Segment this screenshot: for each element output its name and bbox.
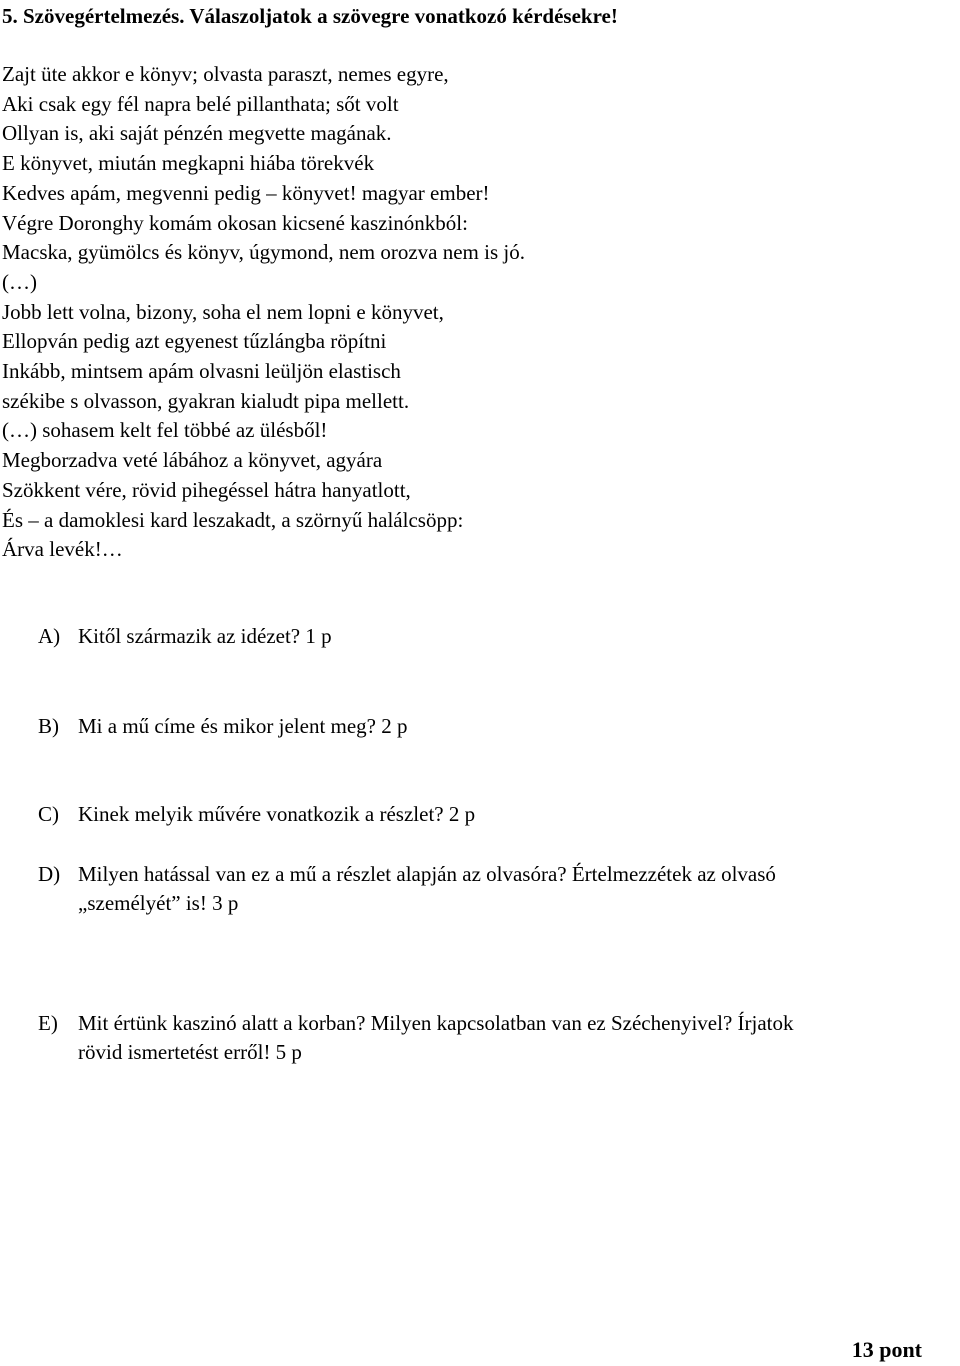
poem-line: Jobb lett volna, bizony, soha el nem lopni e könyvet, (2, 299, 444, 324)
poem-line: Ellopván pedig azt egyenest tűzlángba röpítni (2, 329, 387, 354)
total-points: 13 pont (851, 1337, 922, 1362)
poem-line: (…) (2, 269, 37, 294)
poem-line: székibe s olvasson, gyakran kialudt pipa mellett. (2, 388, 410, 413)
question-line: Kitől származik az idézet? 1 p (78, 624, 332, 648)
question-line: Kinek melyik művére vonatkozik a részlet? 2 p (78, 802, 476, 826)
poem-line: Macska, gyümölcs és könyv, úgymond, nem orozva nem is jó. (2, 240, 525, 265)
question-letter: C) (38, 802, 59, 826)
question-text (78, 622, 958, 651)
poem-line: Aki csak egy fél napra belé pillanthata; sőt volt (2, 91, 399, 116)
question-line: „személyét” is! 3 p (78, 891, 239, 915)
question-letter: B) (38, 714, 59, 738)
poem-line: Megborzadva veté lábához a könyvet, agyára (2, 448, 383, 473)
poem-line: Inkább, mintsem apám olvasni leüljön elastisch (2, 359, 401, 384)
poem-line: Árva levék!… (2, 537, 123, 562)
question-letter: E) (38, 1011, 58, 1035)
task-heading: 5. Szövegértelmezés. Válaszoljatok a szövegre vonatkozó kérdésekre! (2, 4, 618, 28)
question-line: Mi a mű címe és mikor jelent meg? 2 p (78, 714, 408, 738)
question-line: Mit értünk kaszinó alatt a korban? Milyen kapcsolatban van ez Széchenyivel? Írjatok (78, 1011, 794, 1035)
question-text (78, 800, 958, 829)
question-text (78, 860, 958, 918)
poem-line: És – a damoklesi kard leszakadt, a szörnyű halálcsöpp: (2, 507, 464, 532)
poem-line: Kedves apám, megvenni pedig – könyvet! magyar ember! (2, 180, 490, 205)
poem-line: Ollyan is, aki saját pénzén megvette magának. (2, 121, 392, 146)
poem-line: Zajt üte akkor e könyv; olvasta paraszt, nemes egyre, (2, 62, 449, 86)
poem-excerpt (2, 60, 525, 565)
question-text (78, 1009, 958, 1067)
question-letter: A) (38, 624, 61, 648)
question-text (78, 712, 958, 741)
poem-line: E könyvet, miután megkapni hiába törekvék (2, 151, 375, 176)
question-line: Milyen hatással van ez a mű a részlet alapján az olvasóra? Értelmezzétek az olvasó (78, 862, 776, 886)
poem-line: (…) sohasem kelt fel többé az ülésből! (2, 418, 328, 443)
poem-line: Végre Doronghy komám okosan kicsené kaszinónkból: (2, 210, 468, 235)
poem-line: Szökkent vére, rövid pihegéssel hátra hanyatlott, (2, 477, 411, 502)
question-letter: D) (38, 862, 61, 886)
question-line: rövid ismertetést erről! 5 p (78, 1040, 302, 1064)
